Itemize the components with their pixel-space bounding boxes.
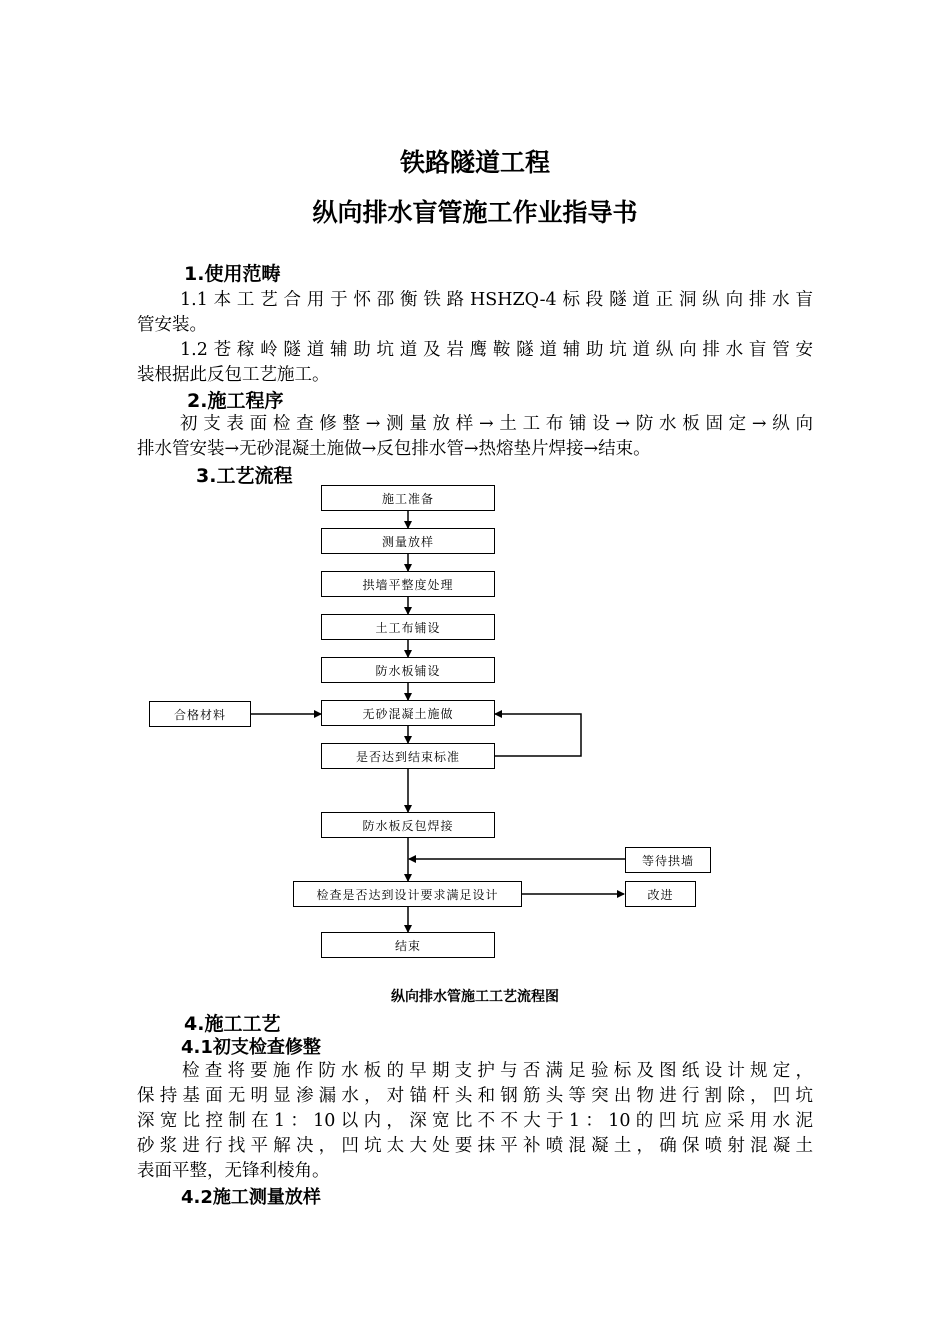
flow-box-wrap-welding: 防水板反包焊接	[321, 812, 495, 838]
flow-box-qualified-material: 合格材料	[149, 701, 251, 727]
flow-box-wait-arch-wall: 等待拱墙	[625, 847, 711, 873]
flow-box-design-check: 检查是否达到设计要求满足设计	[293, 881, 522, 907]
flowchart-caption: 纵向排水管施工工艺流程图	[391, 989, 559, 1005]
section-1-heading: 1.使用范畴	[184, 263, 281, 285]
section-4-1-line1: 检查将要施作防水板的早期支护与否满足验标及图纸设计规定，	[182, 1061, 813, 1081]
section-1-para1-line2: 管安装。	[137, 315, 207, 335]
document-title-line2: 纵向排水盲管施工作业指导书	[312, 198, 638, 227]
document-title-line1: 铁路隧道工程	[399, 148, 550, 177]
section-2-heading: 2.施工程序	[187, 390, 284, 412]
flow-box-check-end-standard: 是否达到结束标准	[321, 743, 495, 769]
section-4-1-line5: 表面平整，无锋利棱角。	[137, 1161, 330, 1181]
section-1-para2-line1: 1.2苍稼岭隧道辅助坑道及岩鹰鞍隧道辅助坑道纵向排水盲管安	[180, 340, 813, 360]
section-4-2-heading: 4.2施工测量放样	[181, 1187, 321, 1208]
section-1-para1-line1: 1.1本工艺合用于怀邵衡铁路HSHZQ-4标段隧道正洞纵向排水盲	[180, 290, 813, 310]
section-3-heading: 3.工艺流程	[196, 465, 293, 487]
section-2-line2: 排水管安装→无砂混凝土施做→反包排水管→热熔垫片焊接→结束。	[137, 439, 651, 459]
flow-box-improve: 改进	[625, 881, 696, 907]
section-4-1-line3: 深宽比控制在1：10以内，深宽比不不大于1：10的凹坑应采用水泥	[137, 1111, 813, 1131]
arrow-loop-b7-b6	[494, 714, 581, 756]
section-4-1-heading: 4.1初支检查修整	[181, 1037, 321, 1058]
flow-box-sandless-concrete: 无砂混凝土施做	[321, 700, 495, 726]
section-4-1-line2: 保持基面无明显渗漏水，对锚杆头和钢筋头等突出物进行割除，凹坑	[137, 1086, 813, 1106]
section-1-para2-line2: 装根据此反包工艺施工。	[137, 365, 330, 385]
section-4-1-line4: 砂浆进行找平解决，凹坑太大处要抹平补喷混凝土，确保喷射混凝土	[137, 1136, 813, 1156]
flow-box-waterproof-board: 防水板铺设	[321, 657, 495, 683]
section-4-heading: 4.施工工艺	[184, 1013, 281, 1035]
flow-box-preparation: 施工准备	[321, 485, 495, 511]
flow-box-geotextile: 土工布铺设	[321, 614, 495, 640]
section-2-line1: 初支表面检查修整→测量放样→土工布铺设→防水板固定→纵向	[180, 414, 813, 434]
flow-box-flatness: 拱墙平整度处理	[321, 571, 495, 597]
flow-box-end: 结束	[321, 932, 495, 958]
flow-box-survey: 测量放样	[321, 528, 495, 554]
